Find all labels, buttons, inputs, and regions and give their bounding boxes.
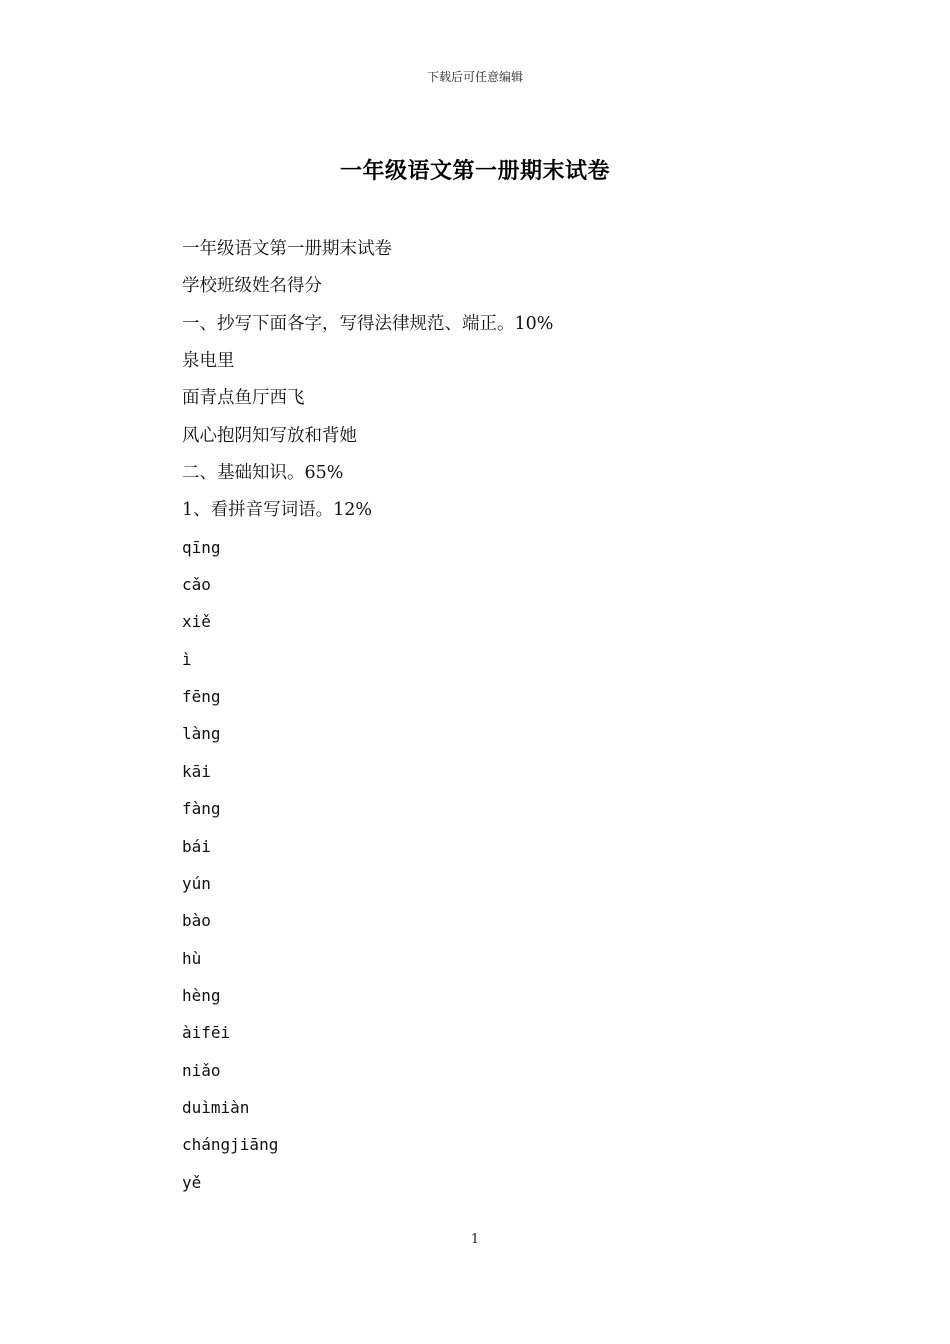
pinyin-line: cǎo (182, 575, 211, 595)
page-number: 1 (470, 1232, 480, 1247)
pinyin-line: xiě (182, 612, 211, 632)
pinyin-line: bái (182, 836, 211, 856)
body-line-student-info: 学校班级姓名得分 (182, 276, 322, 297)
pinyin-line: bào (182, 911, 211, 931)
copy-characters-row-1: 泉电里 (182, 351, 235, 372)
pinyin-line: yě (182, 1172, 202, 1192)
question-one-heading: 1、看拼音写词语。12% (182, 500, 373, 521)
pinyin-line: qīng (182, 537, 221, 557)
copy-characters-row-3: 风心抱阴知写放和背她 (182, 425, 357, 446)
pinyin-line: kāi (182, 761, 211, 781)
section-two-heading: 二、基础知识。65% (182, 463, 344, 484)
copy-characters-row-2: 面青点鱼厅西飞 (182, 388, 305, 409)
document-body (182, 236, 822, 1207)
header-note: 下载后可任意编辑 (426, 70, 523, 84)
pinyin-line: fàng (182, 799, 221, 819)
pinyin-line: hèng (182, 985, 221, 1005)
pinyin-line: duìmiàn (182, 1097, 250, 1117)
pinyin-line: ì (182, 649, 192, 669)
pinyin-line: àifēi (182, 1023, 231, 1043)
pinyin-line: làng (182, 724, 221, 744)
pinyin-line: niǎo (182, 1060, 221, 1080)
pinyin-line: chángjiāng (182, 1135, 279, 1155)
pinyin-line: yún (182, 873, 211, 893)
document-title: 一年级语文第一册期末试卷 (339, 158, 610, 184)
section-one-heading: 一、抄写下面各字，写得法律规范、端正。10% (182, 313, 554, 334)
body-line-subtitle: 一年级语文第一册期末试卷 (182, 239, 392, 259)
pinyin-line: hù (182, 948, 202, 968)
pinyin-line: fēng (182, 687, 221, 707)
